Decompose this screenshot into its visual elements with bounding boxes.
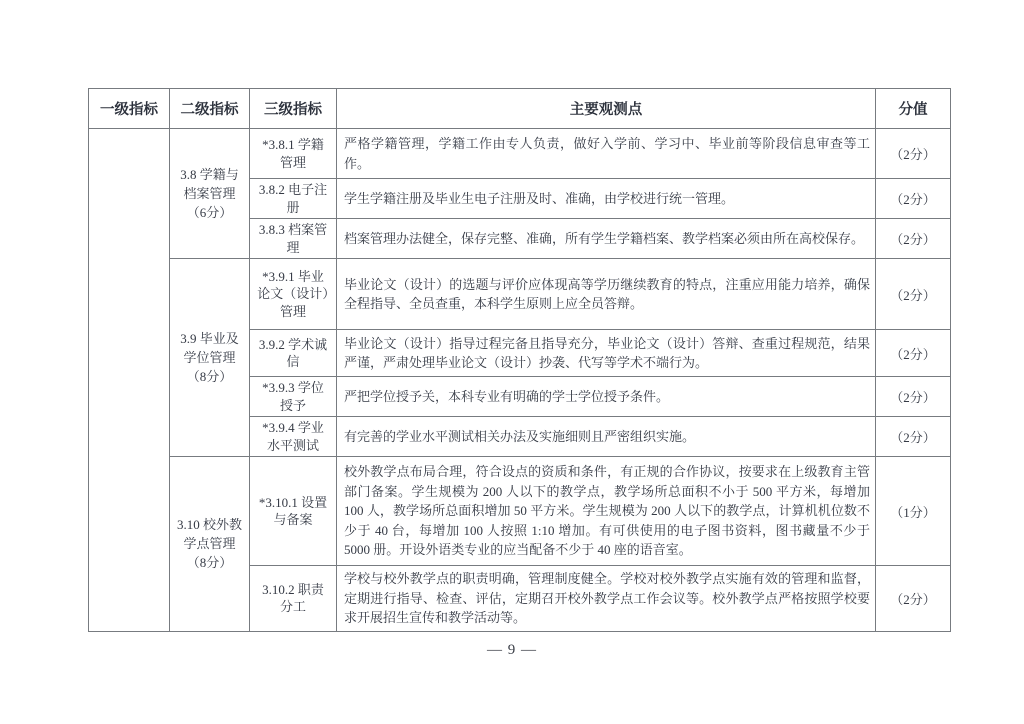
page-number: — 9 — bbox=[487, 642, 537, 658]
observation-cell-3-10-2: 学校与校外教学点的职责明确，管理制度健全。学校对校外教学点实施有效的管理和监督，定期进行指导、检查、评估，定期召开校外教学点工作会议等。校外教学点严格按照学校要求开展招生宣传和教学活动等。 bbox=[337, 566, 876, 632]
table-row-3-9-1 bbox=[89, 259, 951, 330]
header-level2: 二级指标 bbox=[170, 89, 250, 129]
observation-cell-3-9-1: 毕业论文（设计）的选题与评价应体现高等学历继续教育的特点，注重应用能力培养，确保全程指导、全员查重，本科学生原则上应全员答辩。 bbox=[337, 259, 876, 330]
observation-cell-3-9-3: 严把学位授予关，本科专业有明确的学士学位授予条件。 bbox=[337, 377, 876, 417]
observation-cell-3-9-4: 有完善的学业水平测试相关办法及实施细则且严密组织实施。 bbox=[337, 417, 876, 457]
level3-cell-3-8-1: *3.8.1 学籍管理 bbox=[250, 129, 337, 179]
score-cell-3-9-4: （2分） bbox=[876, 417, 951, 457]
indicator-table bbox=[88, 88, 951, 632]
level3-cell-3-9-2: 3.9.2 学术诚信 bbox=[250, 330, 337, 377]
observation-cell-3-8-3: 档案管理办法健全，保存完整、准确，所有学生学籍档案、教学档案必须由所在高校保存。 bbox=[337, 219, 876, 259]
level3-cell-3-8-3: 3.8.3 档案管理 bbox=[250, 219, 337, 259]
level2-cell-3-9: 3.9 毕业及学位管理（8分） bbox=[170, 259, 250, 457]
level2-cell-3-10: 3.10 校外教学点管理（8分） bbox=[170, 457, 250, 632]
score-cell-3-10-1: （1分） bbox=[876, 457, 951, 566]
header-score: 分值 bbox=[876, 89, 951, 129]
observation-cell-3-8-2: 学生学籍注册及毕业生电子注册及时、准确，由学校进行统一管理。 bbox=[337, 179, 876, 219]
observation-cell-3-9-2: 毕业论文（设计）指导过程完备且指导充分，毕业论文（设计）答辩、查重过程规范，结果严谨，严肃处理毕业论文（设计）抄袭、代写等学术不端行为。 bbox=[337, 330, 876, 377]
score-cell-3-9-1: （2分） bbox=[876, 259, 951, 330]
score-cell-3-10-2: （2分） bbox=[876, 566, 951, 632]
level3-cell-3-9-4: *3.9.4 学业水平测试 bbox=[250, 417, 337, 457]
level1-cell bbox=[89, 129, 170, 632]
table-row-3-10-1 bbox=[89, 457, 951, 566]
observation-cell-3-8-1: 严格学籍管理，学籍工作由专人负责，做好入学前、学习中、毕业前等阶段信息审查等工作。 bbox=[337, 129, 876, 179]
header-level3: 三级指标 bbox=[250, 89, 337, 129]
score-cell-3-9-2: （2分） bbox=[876, 330, 951, 377]
score-cell-3-8-1: （2分） bbox=[876, 129, 951, 179]
table-header-row bbox=[89, 89, 951, 129]
score-cell-3-8-2: （2分） bbox=[876, 179, 951, 219]
level3-cell-3-9-3: *3.9.3 学位授予 bbox=[250, 377, 337, 417]
level2-cell-3-8: 3.8 学籍与档案管理（6分） bbox=[170, 129, 250, 259]
header-observation: 主要观测点 bbox=[337, 89, 876, 129]
level3-cell-3-10-2: 3.10.2 职责分工 bbox=[250, 566, 337, 632]
level3-cell-3-9-1: *3.9.1 毕业论文（设计）管理 bbox=[250, 259, 337, 330]
header-level1: 一级指标 bbox=[89, 89, 170, 129]
level3-cell-3-10-1: *3.10.1 设置与备案 bbox=[250, 457, 337, 566]
level3-cell-3-8-2: 3.8.2 电子注册 bbox=[250, 179, 337, 219]
score-cell-3-9-3: （2分） bbox=[876, 377, 951, 417]
observation-cell-3-10-1: 校外教学点布局合理，符合设点的资质和条件，有正规的合作协议，按要求在上级教育主管部门备案。学生规模为 200 人以下的教学点，教学场所总面积不小于 500 平方米，每增加 100 人，教学场所总面积增加 50 平方米。学生规模为 200 人以下的教学点，计算机机位数不少于 40 台，每增加 100 人按照 1:10 增加。有可供使用的电子图书资料，图书藏量不少于 5000 册。开设外语类专业的应当配备不少于 40 座的语音室。 bbox=[337, 457, 876, 566]
score-cell-3-8-3: （2分） bbox=[876, 219, 951, 259]
table-row-3-8-1 bbox=[89, 129, 951, 179]
